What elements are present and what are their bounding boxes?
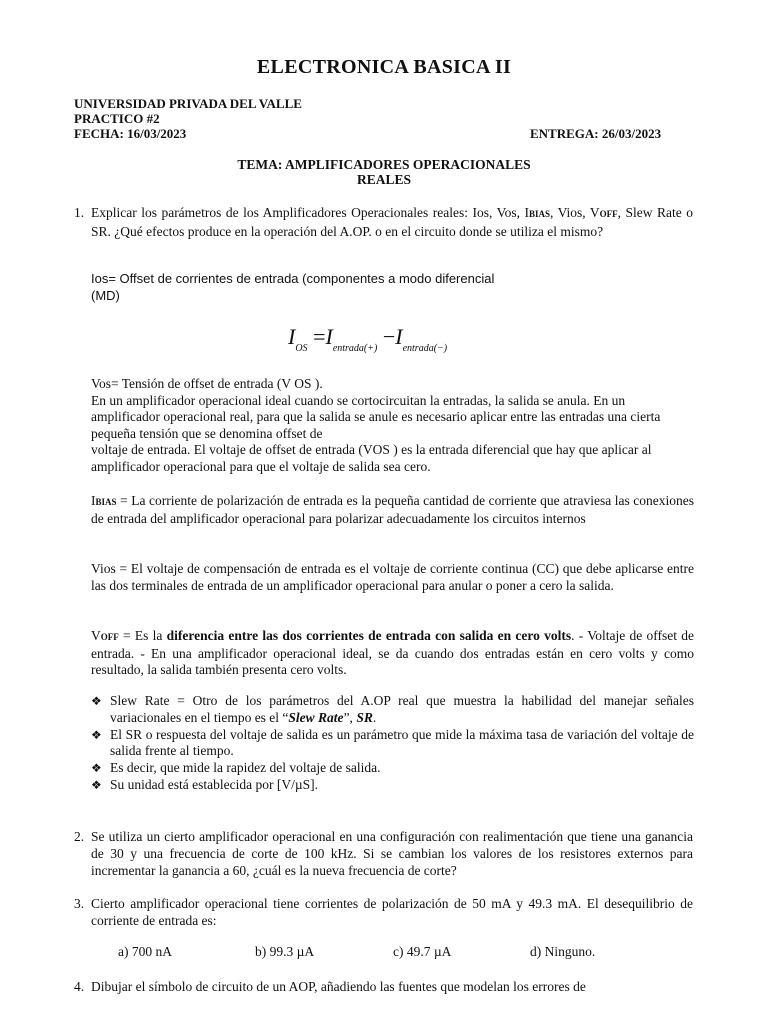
formula-lhs-subscript: OS	[295, 343, 308, 354]
slew-rate-bullets	[91, 693, 694, 794]
question-1-number: 1.	[74, 205, 85, 220]
formula-term-1-subscript: entrada(+)	[332, 343, 378, 354]
university-name: UNIVERSIDAD PRIVADA DEL VALLE	[74, 96, 302, 111]
voff-label: V	[91, 628, 101, 643]
question-4-number: 4.	[74, 979, 85, 994]
diamond-bullet-icon: ❖	[91, 727, 102, 742]
bullet-item	[91, 727, 694, 761]
q1-text-part: Explicar los parámetros de los Amplificadores Operacionales reales: Ios, Vos, I	[91, 205, 529, 220]
vos-paragraph-1: En un amplificador operacional ideal cuando se cortocircuitan la entradas, la salida se anula. En un amplificador operacional real, para que la salida se anule es necesario aplicar entre las entradas una cierta pequeña tensión que se denomina offset de	[91, 392, 661, 441]
question-2-number: 2.	[74, 829, 85, 844]
ibias-label: I	[91, 493, 96, 508]
answer-option-b: b) 99.3 µA	[255, 944, 315, 959]
ibias-subscript: BIAS	[95, 497, 117, 507]
answer-option-c: c) 49.7 µA	[393, 944, 452, 959]
bullet-item	[91, 693, 694, 727]
diamond-bullet-icon: ❖	[91, 777, 102, 792]
bullet-item	[91, 760, 694, 777]
issue-date: FECHA: 16/03/2023	[74, 126, 187, 141]
q1-text-part: , Slew Rate o SR. ¿Qué efectos produce en la operación del A.OP. o en el circuito donde se utiliza el mismo?	[91, 205, 693, 239]
vos-title: Vos= Tensión de offset de entrada (V OS ).	[91, 376, 323, 391]
voff-text-part: . - Voltaje de offset de entrada. - En una amplificador operacional ideal, se da cuando dos entradas están en cero volts y como resultado, la salida también presenta cero volts.	[91, 628, 694, 677]
ibias-definition	[91, 493, 694, 527]
q1-text-part: , Vios, V	[549, 205, 600, 220]
voff-bold-text: diferencia entre las dos corrientes de entrada con salida en cero volts	[166, 628, 572, 643]
sr-text-part: Slew Rate = Otro de los parámetros del A.OP real que muestra la habilidad del manejar señales variacionales en el tiempo es el “	[110, 693, 694, 725]
voff-subscript: OFF	[100, 632, 119, 642]
document-title: ELECTRONICA BASICA II	[256, 56, 512, 78]
bullet-item	[91, 777, 694, 794]
due-date: ENTREGA: 26/03/2023	[530, 126, 662, 141]
diamond-bullet-icon: ❖	[91, 694, 102, 708]
practice-number: PRACTICO #2	[74, 111, 160, 126]
sr-text: Es decir, que mide la rapidez del voltaje de salida.	[110, 760, 381, 776]
answer-option-a: a) 700 nA	[118, 944, 172, 959]
diamond-bullet-icon: ❖	[91, 761, 102, 776]
topic-line-2: REALES	[356, 172, 412, 187]
ios-definition-line-2: (MD)	[91, 288, 120, 303]
ios-formula	[288, 324, 448, 354]
vios-definition: Vios = El voltaje de compensación de entrada es el voltaje de corriente continua (CC) que debe aplicarse entre las dos terminales de entrada de un amplificador operacional para anular o poner a cero la salida.	[91, 561, 694, 593]
formula-term-2: I	[395, 324, 403, 349]
sr-text: Su unidad está establecida por [V/µS].	[110, 776, 318, 792]
formula-lhs: I	[288, 324, 296, 349]
q1-off-subscript: OFF	[599, 209, 618, 219]
voff-definition	[91, 628, 694, 679]
sr-emphasis: SR	[356, 709, 373, 725]
question-1-text	[91, 204, 693, 240]
q1-bias-subscript: BIAS	[528, 209, 550, 219]
ibias-text: = La corriente de polarización de entrada es la pequeña cantidad de corriente que atraviesa las conexiones de entrada del amplificador operacional para polarizar adecuadamente los circuitos internos	[91, 493, 694, 526]
topic-heading	[0, 157, 768, 187]
ios-definition-line-1: Ios= Offset de corrientes de entrada (componentes a modo diferencial	[91, 271, 495, 286]
vos-paragraph-2: voltaje de entrada. El voltaje de offset de entrada (VOS ) es la entrada diferencial que hay que aplicar al amplificador operacional para que el voltaje de salida sea cero.	[91, 442, 652, 474]
question-3-number: 3.	[74, 896, 85, 911]
sr-text: El SR o respuesta del voltaje de salida es un parámetro que mide la máxima tasa de variación del voltaje de salida frente al tiempo.	[110, 726, 694, 759]
formula-term-1: I	[325, 324, 333, 349]
voff-text-part: = Es la	[118, 628, 167, 643]
slew-rate-emphasis: Slew Rate	[288, 709, 344, 725]
question-2-text: Se utiliza un cierto amplificador operacional en una configuración con realimentación que tiene una ganancia de 30 y una frecuencia de corte de 100 kHz. Si se cambian los valores de los resistores externos para incrementar la ganancia a 60, ¿cuál es la nueva frecuencia de corte?	[91, 829, 693, 878]
question-3-text: Cierto amplificador operacional tiene corrientes de polarización de 50 mA y 49.3 mA. El desequilibrio de corriente de entrada es:	[91, 896, 693, 928]
sr-text-part: ”,	[343, 709, 357, 725]
formula-equals: =	[313, 324, 326, 349]
topic-line-1: TEMA: AMPLIFICADORES OPERACIONALES	[237, 157, 531, 172]
formula-minus: −	[382, 324, 396, 349]
vos-definition	[91, 376, 694, 475]
sr-text-part: .	[372, 709, 377, 725]
question-4-text: Dibujar el símbolo de circuito de un AOP, añadiendo las fuentes que modelan los errores de	[91, 979, 586, 994]
formula-term-2-subscript: entrada(−)	[402, 343, 448, 354]
answer-option-d: d) Ninguno.	[530, 944, 596, 959]
